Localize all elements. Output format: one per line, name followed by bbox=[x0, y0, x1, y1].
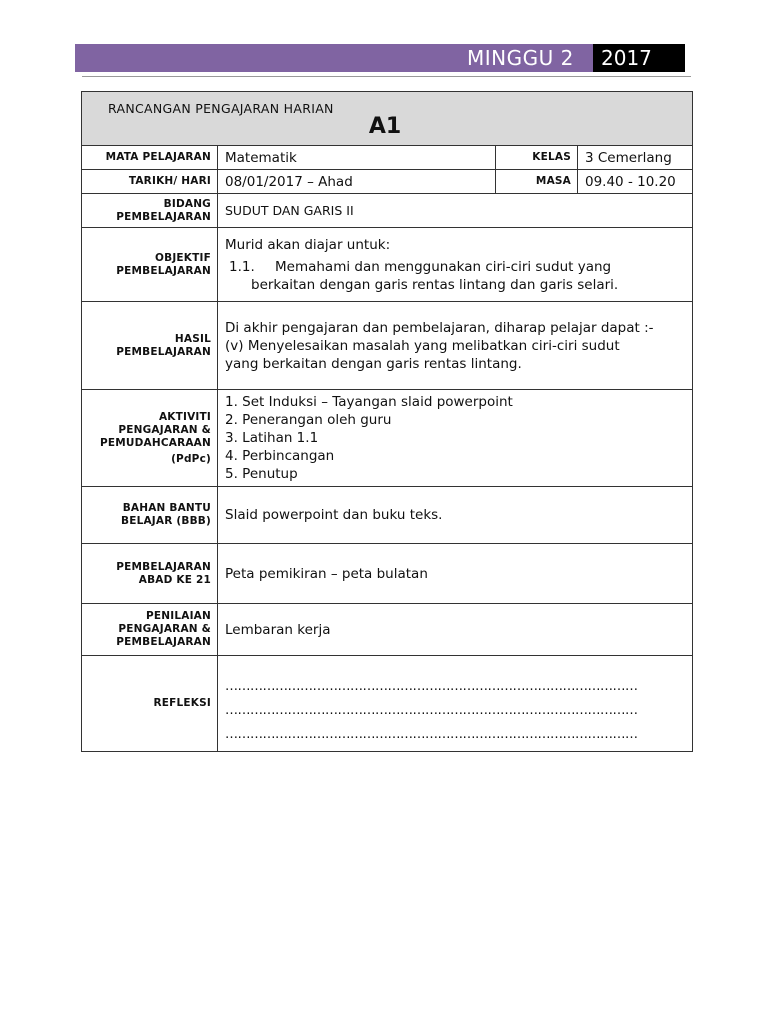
objective-label bbox=[82, 228, 218, 302]
activity-item: 3. Latihan 1.1 bbox=[225, 430, 319, 446]
outcome-line: Di akhir pengajaran dan pembelajaran, diharap pelajar dapat :- bbox=[225, 320, 654, 336]
activities-label-line1: AKTIVITI bbox=[158, 410, 211, 423]
objective-item bbox=[225, 258, 685, 276]
field-label bbox=[82, 194, 218, 228]
outcome-value bbox=[218, 302, 693, 390]
lesson-plan-table bbox=[81, 91, 693, 752]
assessment-label-line1: PENILAIAN bbox=[146, 610, 211, 622]
activities-label-line2: PENGAJARAN & bbox=[118, 423, 211, 436]
objective-item-number: 1.1. bbox=[229, 258, 255, 275]
time-label: MASA bbox=[496, 170, 578, 194]
outcome-label bbox=[82, 302, 218, 390]
objective-item-text: Memahami dan menggunakan ciri-ciri sudut yang bbox=[275, 258, 612, 275]
materials-label-line2: BELAJAR (BBB) bbox=[121, 515, 211, 527]
activity-item: 4. Perbincangan bbox=[225, 448, 335, 464]
document-title: RANCANGAN PENGAJARAN HARIAN bbox=[108, 101, 334, 116]
subject-value: Matematik bbox=[218, 146, 496, 170]
activities-label-line4: (PdPc) bbox=[171, 452, 211, 465]
subject-label: MATA PELAJARAN bbox=[82, 146, 218, 170]
date-value: 08/01/2017 – Ahad bbox=[218, 170, 496, 194]
week-label: MINGGU 2 bbox=[467, 46, 574, 70]
materials-label-line1: BAHAN BANTU bbox=[122, 502, 211, 514]
assessment-label-line2: PENGAJARAN & bbox=[118, 623, 211, 635]
header-divider bbox=[82, 76, 691, 77]
assessment-label bbox=[82, 604, 218, 656]
field-label-line2: PEMBELAJARAN bbox=[116, 210, 211, 223]
assessment-value: Lembaran kerja bbox=[218, 604, 693, 656]
activity-item: 5. Penutup bbox=[225, 466, 298, 482]
class-value: 3 Cemerlang bbox=[578, 146, 693, 170]
activities-label bbox=[82, 390, 218, 487]
activity-item: 2. Penerangan oleh guru bbox=[225, 412, 392, 428]
materials-label bbox=[82, 487, 218, 544]
activities-label-line3: PEMUDAHCARAAN bbox=[99, 436, 211, 449]
field-value: SUDUT DAN GARIS II bbox=[218, 194, 693, 228]
field-label-line1: BIDANG bbox=[163, 197, 211, 210]
objective-label-line2: PEMBELAJARAN bbox=[116, 264, 211, 277]
outcome-line: yang berkaitan dengan garis rentas lintang. bbox=[225, 356, 522, 372]
activities-list bbox=[218, 390, 693, 487]
century21-label-line1: PEMBELAJARAN bbox=[116, 560, 211, 573]
outcome-label-line1: HASIL bbox=[174, 332, 211, 345]
reflection-line: ……………………………………………………………………………………… bbox=[225, 678, 638, 694]
objective-label-line1: OBJEKTIF bbox=[155, 251, 211, 264]
objective-intro: Murid akan diajar untuk: bbox=[225, 236, 391, 253]
class-label: KELAS bbox=[496, 146, 578, 170]
date-label: TARIKH/ HARI bbox=[82, 170, 218, 194]
century21-label-line2: ABAD KE 21 bbox=[138, 573, 211, 586]
materials-value: Slaid powerpoint dan buku teks. bbox=[218, 487, 693, 544]
assessment-label-line3: PEMBELAJARAN bbox=[116, 636, 211, 648]
plan-header bbox=[82, 92, 693, 146]
outcome-line: (v) Menyelesaikan masalah yang melibatkan ciri-ciri sudut bbox=[225, 338, 620, 354]
objective-value bbox=[218, 228, 693, 302]
outcome-label-line2: PEMBELAJARAN bbox=[116, 345, 211, 358]
century21-label bbox=[82, 544, 218, 604]
time-value: 09.40 - 10.20 bbox=[578, 170, 693, 194]
century21-value: Peta pemikiran – peta bulatan bbox=[218, 544, 693, 604]
reflection-line: ……………………………………………………………………………………… bbox=[225, 726, 638, 742]
reflection-line: ……………………………………………………………………………………… bbox=[225, 702, 638, 718]
reflection-area bbox=[218, 656, 693, 752]
reflection-label: REFLEKSI bbox=[82, 656, 218, 752]
objective-item-continuation: berkaitan dengan garis rentas lintang dan garis selari. bbox=[251, 276, 619, 293]
year-badge: 2017 bbox=[593, 44, 685, 72]
plan-code: A1 bbox=[368, 114, 402, 139]
activity-item: 1. Set Induksi – Tayangan slaid powerpoint bbox=[225, 394, 513, 410]
